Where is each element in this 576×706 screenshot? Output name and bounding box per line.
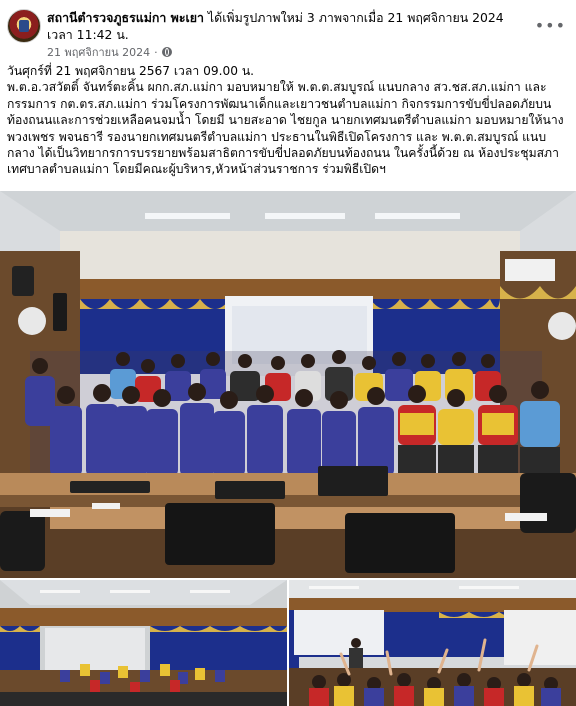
photo-thumb-left[interactable] — [0, 580, 287, 706]
page-name-link[interactable]: สถานีตำรวจภูธรแม่กา พะเยา — [47, 10, 204, 25]
page-avatar[interactable] — [7, 9, 41, 43]
meta-separator: · — [154, 45, 158, 59]
post-action-text: ได้เพิ่มรูปภาพใหม่ 3 ภาพจากเมื่อ 21 พฤศจิกายน 2024 เวลา 11:42 น. — [47, 10, 504, 42]
photo-thumb-right[interactable] — [289, 580, 576, 706]
group-photo-image — [0, 191, 576, 578]
post-timestamp[interactable]: 21 พฤศจิกายน 2024 — [47, 46, 151, 59]
photo-grid — [0, 191, 576, 706]
globe-icon[interactable] — [162, 47, 172, 57]
post-body — [7, 63, 569, 178]
meeting-room-wide-image — [0, 580, 287, 706]
more-options-button[interactable]: ••• — [534, 16, 566, 35]
students-raising-hands-image — [289, 580, 576, 706]
post-date-line: วันศุกร์ที่ 21 พฤศจิกายน 2567 เวลา 09.00 น. — [7, 64, 255, 78]
post-title-line — [47, 9, 527, 43]
post-description: พ.ต.อ.วสวัตติ์ จันทร์ตะคิ้น ผกก.สภ.แม่กา มอบหมายให้ พ.ต.ต.สมบูรณ์ แนบกลาง สว.ชส.สภ.แม่กา และกรรมการ กต.ตร.สภ.แม่กา ร่วมโครงการพัฒนาเด็กและเยาวชนตำบลแม่กา กิจกรรมการขับขี่ปลอดภัยบนท้องถนนและการช่วยเหลือคนจมน้ำ โดยมี นายสะอาด ไชยกูล นายกเทศมนตรีตำบลแม่กา มอบหมายให้นางพวงเพชร พจนธารี รองนายกเทศมนตรีตำบลแม่กา ประธานในพิธีเปิดโครงการ และ พ.ต.ต.สมบูรณ์ แนบกลาง ได้เป็นวิทยากรการบรรยายพร้อมสาธิตการขับขี่ปลอดภัยบนท้องถนน ในครั้งนี้ด้วย ณ ห้องประชุมสภาเทศบาลตำบลแม่กา โดยมีคณะผู้บริหาร,หัวหน้าส่วนราชการ ร่วมพิธีเปิดฯ — [7, 80, 564, 177]
police-emblem-icon — [19, 20, 29, 32]
post-meta — [47, 43, 172, 61]
post-header — [0, 0, 576, 60]
photo-main[interactable] — [0, 191, 576, 578]
